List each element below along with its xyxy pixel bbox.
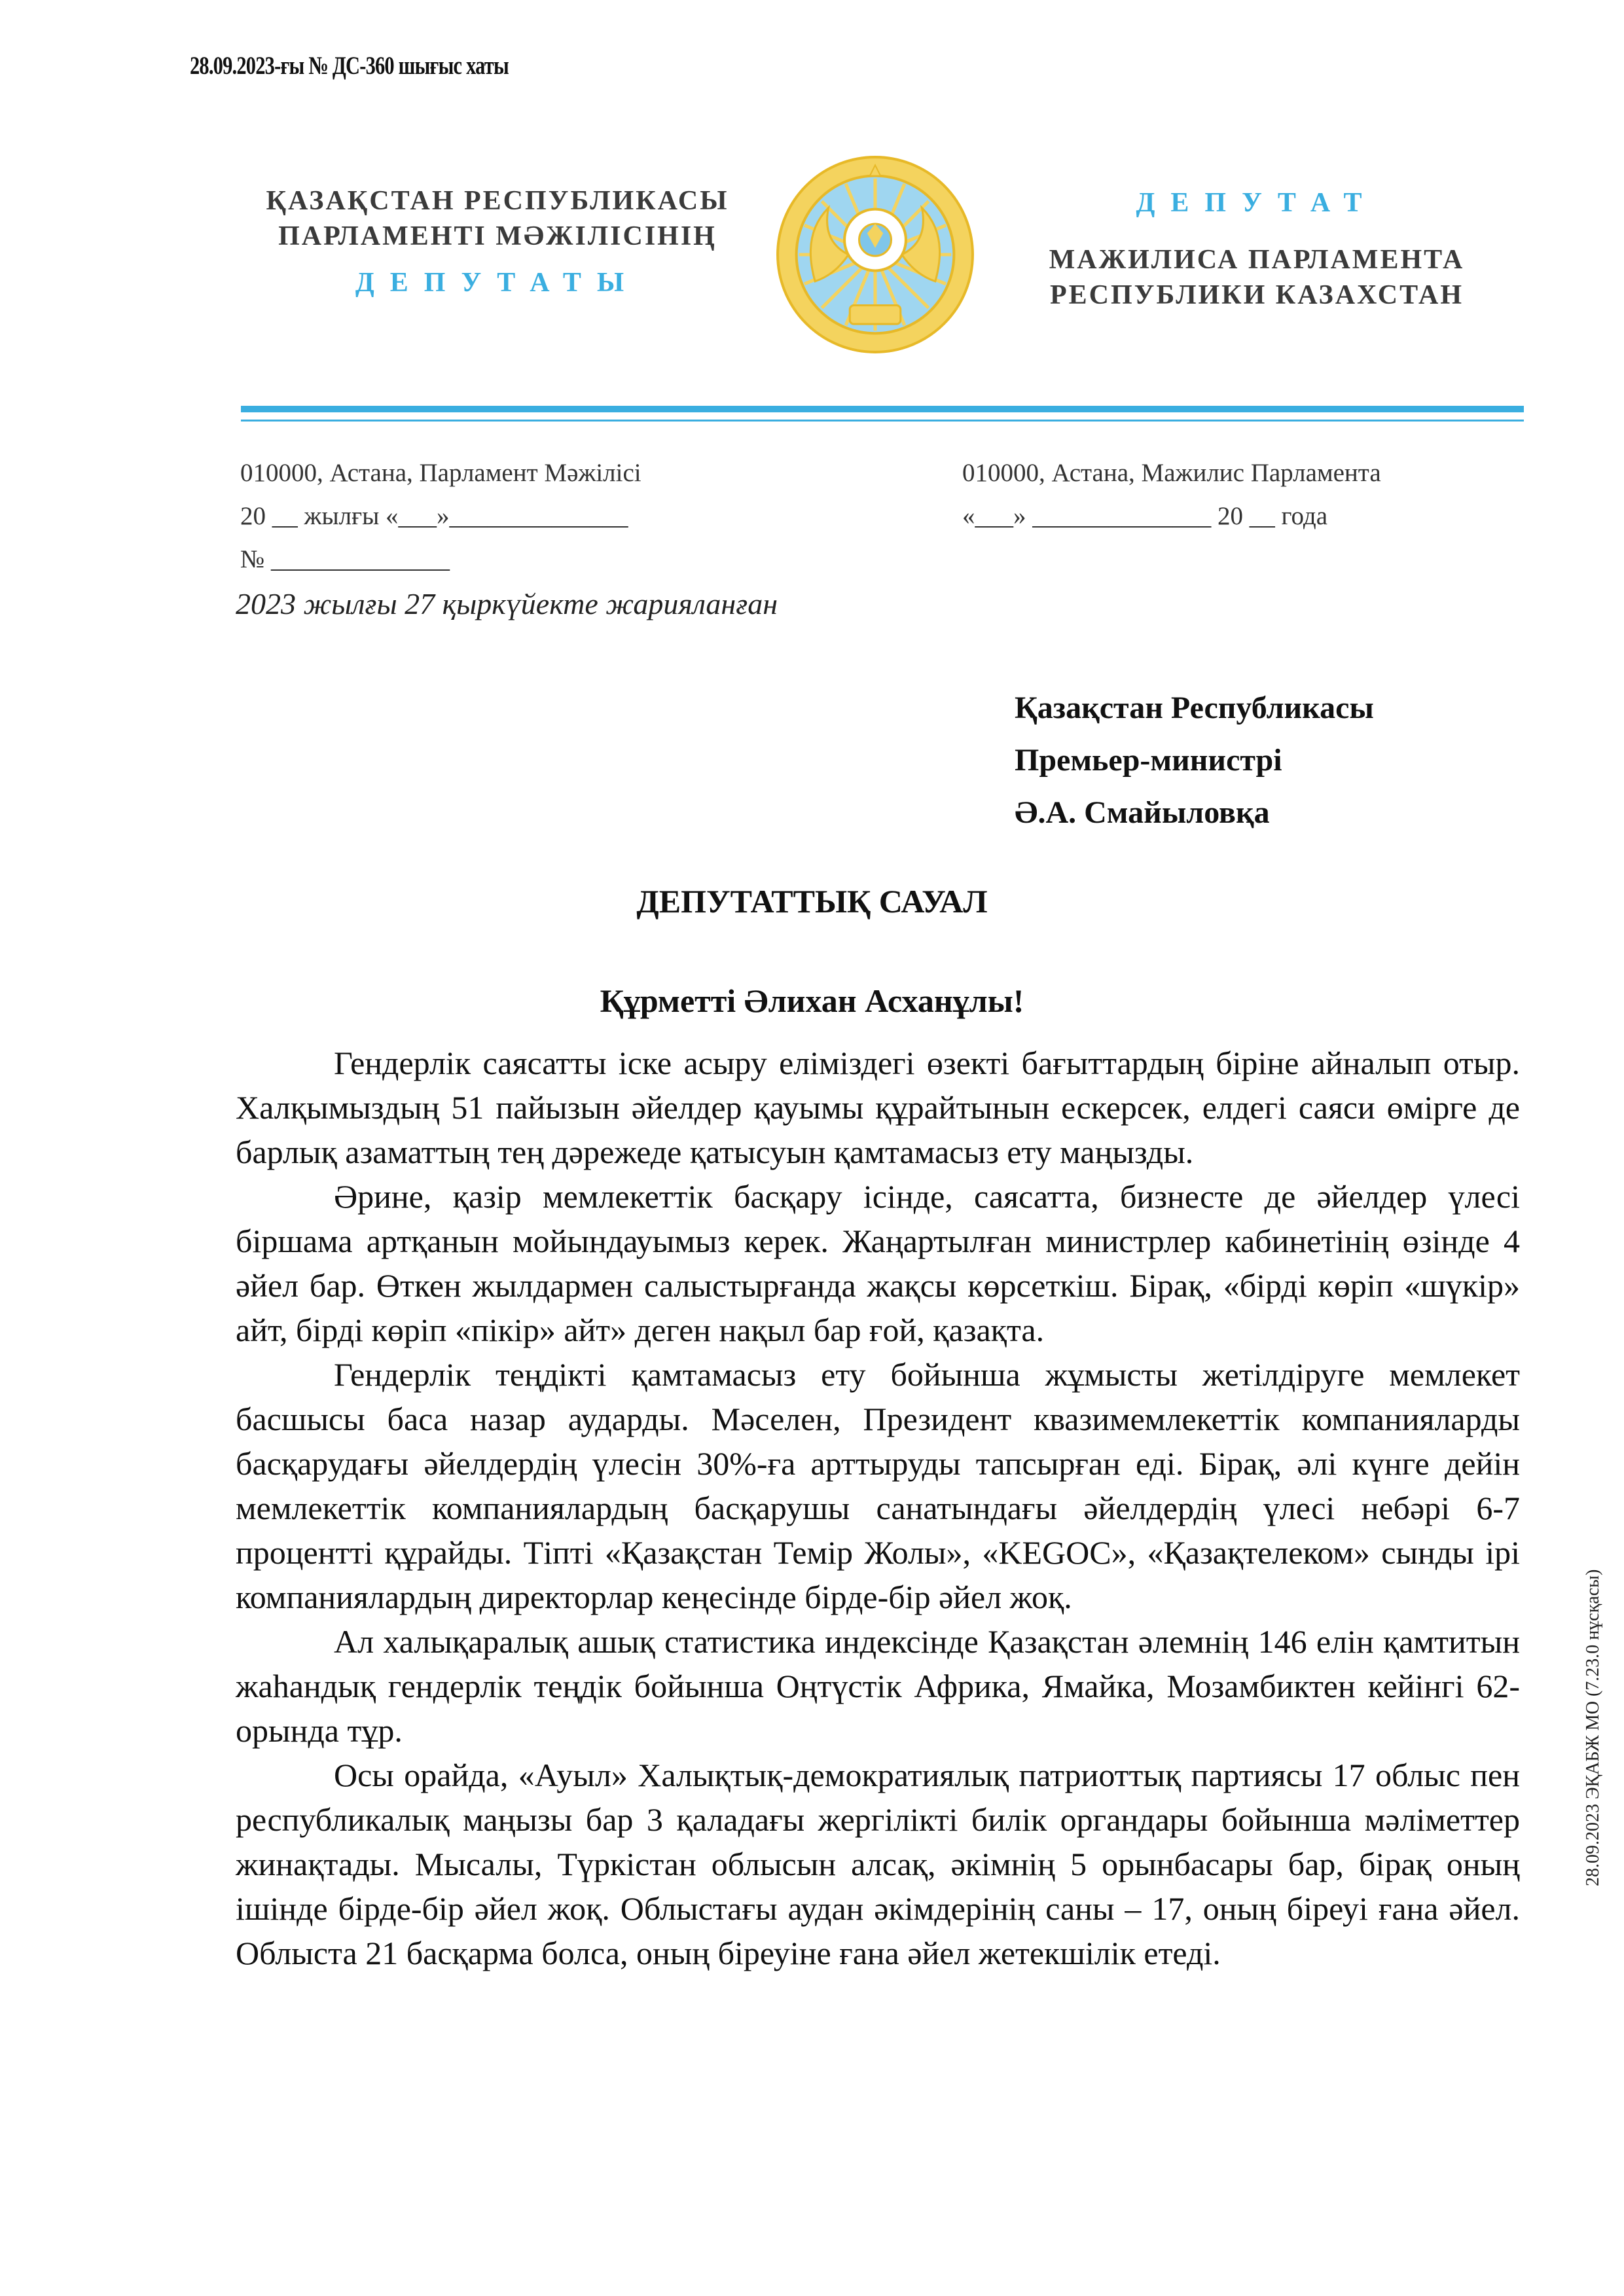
address-block-russian bbox=[962, 452, 1381, 538]
body-paragraph: Әрине, қазір мемлекеттік басқару ісінде, саясатта, бизнесте де әйелдер үлесі біршама артқанын мойындауымыз керек. Жаңартылған министрлер кабинетінің өзінде 4 әйел бар. Өткен жылдармен салыстырғанда жақсы көрсеткіш. Бірақ, «бірді көріп «шүкір» айт, бірді көріп «пікір» айт» деген нақыл бар ғой, қазақта. bbox=[236, 1178, 1520, 1348]
body-paragraph: Ал халықаралық ашық статистика индексінде Қазақстан әлемнің 146 елін қамтитын жаһандық гендерлік теңдік бойынша Оңтүстік Африка, Ямайка, Мозамбиктен кейінгі 62-орында тұр. bbox=[236, 1623, 1520, 1749]
address-ru-date-line: «___» ______________ 20 __ года bbox=[962, 502, 1328, 530]
letterhead-ru-line1: МАЖИЛИСА ПАРЛАМЕНТА bbox=[1049, 245, 1465, 275]
body-paragraph: Гендерлік саясатты іске асыру еліміздегі өзекті бағыттардың біріне айналып отыр. Халқымыздың 51 пайызын әйелдер қауымы құрайтынын ескерсек, елдегі саяси өмірге де барлық азаматтың тең дәрежеде қатысуын қамтамасыз ету маңызды. bbox=[236, 1045, 1520, 1170]
addressee-block bbox=[1015, 682, 1374, 839]
electronic-system-stamp: 28.09.2023 ЭҚАБЖ МО (7.23.0 нұсқасы) bbox=[1583, 1569, 1603, 1887]
state-emblem-icon bbox=[775, 154, 975, 355]
letterhead-kz-line2: ПАРЛАМЕНТІ МӘЖІЛІСІНІҢ bbox=[278, 221, 717, 251]
document-title: ДЕПУТАТТЫҚ САУАЛ bbox=[636, 883, 988, 920]
letter-body bbox=[236, 1041, 1520, 1975]
header-divider-thick bbox=[241, 406, 1524, 412]
header-divider-thin bbox=[241, 420, 1524, 422]
letterhead-russian bbox=[1021, 183, 1492, 313]
letterhead-kz-deputy: ДЕПУТАТЫ bbox=[355, 268, 640, 298]
addressee-line1: Қазақстан Республикасы bbox=[1015, 691, 1374, 725]
publication-note: 2023 жылғы 27 қыркүйекте жарияланған bbox=[236, 587, 778, 620]
address-block-kazakh bbox=[240, 452, 641, 581]
letterhead-kz-line1: ҚАЗАҚСТАН РЕСПУБЛИКАСЫ bbox=[266, 186, 729, 216]
address-kz-number-line: № ______________ bbox=[240, 545, 450, 573]
addressee-line2: Премьер-министрі bbox=[1015, 743, 1282, 778]
body-paragraph: Осы орайда, «Ауыл» Халықтық-демократиялық патриоттық партиясы 17 облыс пен республикалық маңызы бар 3 қаладағы жергілікті билік органдары бойынша мәліметтер жинақтады. Мысалы, Түркістан облысын алсақ, әкімнің 5 орынбасары бар, бірақ оның ішінде бірде-бір әйел жоқ. Облыстағы аудан әкімдерінің саны – 17, оның біреуі ғана әйел. Облыста 21 басқарма болса, оның біреуіне ғана әйел жетекшілік етеді. bbox=[236, 1757, 1520, 1971]
letterhead-ru-line2: РЕСПУБЛИКИ КАЗАХСТАН bbox=[1049, 280, 1464, 310]
addressee-line3: Ә.А. Смайыловқа bbox=[1015, 795, 1270, 830]
outgoing-reference: 28.09.2023-ғы № ДС-360 шығыс хаты bbox=[190, 52, 509, 80]
body-paragraph: Гендерлік теңдікті қамтамасыз ету бойынша жұмысты жетілдіруге мемлекет басшысы баса назар аударды. Мәселен, Президент квазимемлекеттік компанияларды басқарудағы әйелдердің үлесін 30%-ға арттыруды тапсырған еді. Бірақ, әлі күнге дейін мемлекеттік компаниялардың басқарушы санатындағы әйелдердің үлесі небәрі 6-7 процентті құрайды. Тіпті «Қазақстан Темір Жолы», «KEGOC», «Қазақтелеком» сынды ірі компаниялардың директорлар кеңесінде бірде-бір әйел жоқ. bbox=[236, 1356, 1520, 1615]
address-ru-line1: 010000, Астана, Мажилис Парламента bbox=[962, 459, 1381, 487]
address-kz-date-line: 20 __ жылғы «___»______________ bbox=[240, 502, 628, 530]
address-kz-line1: 010000, Астана, Парламент Мәжілісі bbox=[240, 459, 641, 487]
letterhead-kazakh bbox=[249, 183, 746, 302]
letterhead-ru-deputy: ДЕПУТАТ bbox=[1136, 188, 1378, 218]
salutation: Құрметті Әлихан Асханұлы! bbox=[600, 982, 1024, 1019]
